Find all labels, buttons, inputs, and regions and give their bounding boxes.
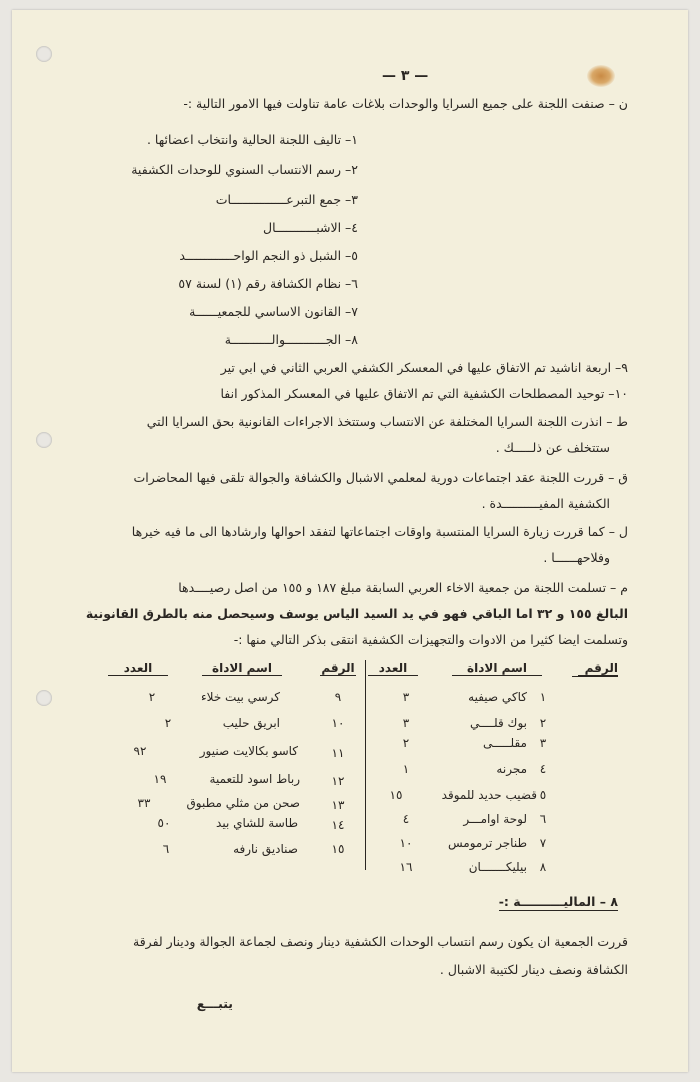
table-cell-item: صناديق نارفه <box>233 842 298 856</box>
table-cell-count: ١٥ <box>389 788 403 802</box>
paragraph-m-line3: وتسلمت ايضا كثيرا من الادوات والتجهيزات الكشفية انتقى بذكر التالي منها :- <box>233 632 628 647</box>
finance-line2: الكشافة ونصف دينار لكتيبة الاشبال . <box>439 962 628 977</box>
table-divider <box>365 660 366 870</box>
paragraph-m-line1: م – تسلمت اللجنة من جمعية الاخاء العربي السابقة مبلغ ١٨٧ و ١٥٥ من اصل رصيــــدها <box>178 580 628 595</box>
table-cell-item: كاسو بكالايت صنيور <box>199 744 298 758</box>
list-item: ١٠– توحيد المصطلحات الكشفية التي تم الاتفاق عليها في المعسكر المذكور انفا <box>220 386 628 401</box>
table-header-number: الرقم <box>578 661 618 676</box>
table-cell-count: ١٦ <box>399 860 413 874</box>
paragraph-l-line1: ل – كما قررت زيارة السرايا المنتسبة واوقات اجتماعاتها لتفقد احوالها وارشادها الى ما فيه خيرها <box>131 524 628 539</box>
table-header-item: اسم الاداة <box>452 661 542 676</box>
table-cell-number: ٦ <box>539 812 547 826</box>
table-cell-number: ١ <box>539 690 547 704</box>
section-heading-text: ٨ – الماليــــــــــة :- <box>498 894 618 909</box>
table-cell-count: ٥٠ <box>157 816 171 830</box>
table-cell-number: ١١ <box>331 746 345 760</box>
table-cell-number: ٥ <box>539 788 547 802</box>
list-item: ٤– الاشبـــــــــــال <box>263 220 358 235</box>
list-item: ٢– رسم الانتساب السنوي للوحدات الكشفية <box>131 162 358 177</box>
table-cell-item: قضيب حديد للموقد <box>441 788 537 802</box>
table-cell-count: ٣٣ <box>137 796 151 810</box>
table-cell-count: ١ <box>402 762 410 776</box>
table-cell-count: ١٠ <box>399 836 413 850</box>
table-cell-count: ٦ <box>162 842 170 856</box>
paper-stain <box>587 65 615 87</box>
table-cell-count: ١٩ <box>153 772 167 786</box>
list-item: ٧– القانون الاساسي للجمعيــــــة <box>189 304 358 319</box>
table-cell-count: ٢ <box>164 716 172 730</box>
table-cell-number: ٢ <box>539 716 547 730</box>
table-cell-item: بوك قلــــي <box>469 716 527 730</box>
table-cell-number: ٩ <box>334 690 342 704</box>
paragraph-t-line1: ط – انذرت اللجنة السرايا المختلفة عن الانتساب وستتخذ الاجراءات القانونية بحق السرايا التي <box>146 414 628 429</box>
paragraph-q-line1: ق – قررت اللجنة عقد اجتماعات دورية لمعلمي الاشبال والكشافة والجوالة تلقى فيها المحاضرات <box>133 470 628 485</box>
punch-hole-bottom <box>36 690 52 706</box>
table-cell-item: مقلـــــى <box>482 736 527 750</box>
section-heading-finance <box>499 894 618 909</box>
table-header-count: العدد <box>108 661 168 676</box>
table-cell-number: ٤ <box>539 762 547 776</box>
list-item: ١– تاليف اللجنة الحالية وانتخاب اعضائها . <box>146 132 358 147</box>
table-cell-item: ابريق حليب <box>222 716 280 730</box>
list-item: ٦– نظام الكشافة رقم (١) لسنة ٥٧ <box>178 276 358 291</box>
paragraph-t-line2: ستتخلف عن ذلـــــك . <box>495 440 610 455</box>
page-number: — ٣ — <box>382 68 429 84</box>
table-cell-item: طاسة للشاي بيد <box>216 816 298 830</box>
paragraph-n: ن – صنفت اللجنة على جميع السرايا والوحدات بلاغات عامة تناولت فيها الامور التالية :- <box>183 96 628 111</box>
table-cell-item: بيليكـــــــان <box>468 860 527 874</box>
table-cell-number: ١٣ <box>331 798 345 812</box>
table-cell-number: ٨ <box>539 860 547 874</box>
list-item: ٣– جمع التبرعـــــــــــــــات <box>215 192 358 207</box>
table-cell-item: مجرنه <box>496 762 527 776</box>
table-cell-count: ٢ <box>148 690 156 704</box>
table-cell-count: ٣ <box>402 690 410 704</box>
finance-line1: قررت الجمعية ان يكون رسم انتساب الوحدات الكشفية دينار ونصف لجماعة الجوالة ودينار لفرقة <box>133 934 628 949</box>
list-item: ٥– الشبل ذو النجم الواحـــــــــــــد <box>179 248 358 263</box>
table-cell-item: صحن من مثلي مطبوق <box>186 796 300 810</box>
table-cell-number: ١٢ <box>331 774 345 788</box>
table-cell-number: ١٠ <box>331 716 345 730</box>
table-rule <box>572 676 618 677</box>
continued-note: يتبـــع <box>196 996 233 1011</box>
table-header-number: الرقم <box>321 661 355 675</box>
table-cell-number: ١٥ <box>331 842 345 856</box>
punch-hole-top <box>36 46 52 62</box>
document-page <box>12 10 688 1072</box>
table-cell-number: ٧ <box>539 836 547 850</box>
table-cell-number: ٣ <box>539 736 547 750</box>
list-item: ٨– الجـــــــــــوالـــــــــــة <box>224 332 358 347</box>
table-cell-count: ٤ <box>402 812 410 826</box>
table-cell-item: طناجر ترمومس <box>448 836 527 850</box>
table-cell-item: كرسي بيت خلاء <box>201 690 280 704</box>
table-cell-count: ٩٢ <box>133 744 147 758</box>
table-cell-count: ٣ <box>402 716 410 730</box>
table-header-item: اسم الاداة <box>202 661 282 676</box>
list-item: ٩– اربعة اناشيد تم الاتفاق عليها في المعسكر الكشفي العربي الثاني في ابي تير <box>220 360 628 375</box>
table-cell-item: رباط اسود للتعمية <box>209 772 300 786</box>
paragraph-q-line2: الكشفية المفيــــــــــدة . <box>481 496 610 511</box>
table-cell-item: كاكي صيفيه <box>468 690 527 704</box>
table-cell-count: ٢ <box>402 736 410 750</box>
paragraph-l-line2: وفلاحهــــــا . <box>543 550 610 565</box>
table-header-count: العدد <box>368 661 418 676</box>
table-cell-item: لوحة اوامـــر <box>463 812 527 826</box>
paragraph-m-line2: البالغ ١٥٥ و ٣٢ اما الباقي فهو في يد السيد الياس يوسف وسيحصل منه بالطرق القانونية <box>85 606 628 621</box>
punch-hole-middle <box>36 432 52 448</box>
table-cell-number: ١٤ <box>331 818 345 832</box>
